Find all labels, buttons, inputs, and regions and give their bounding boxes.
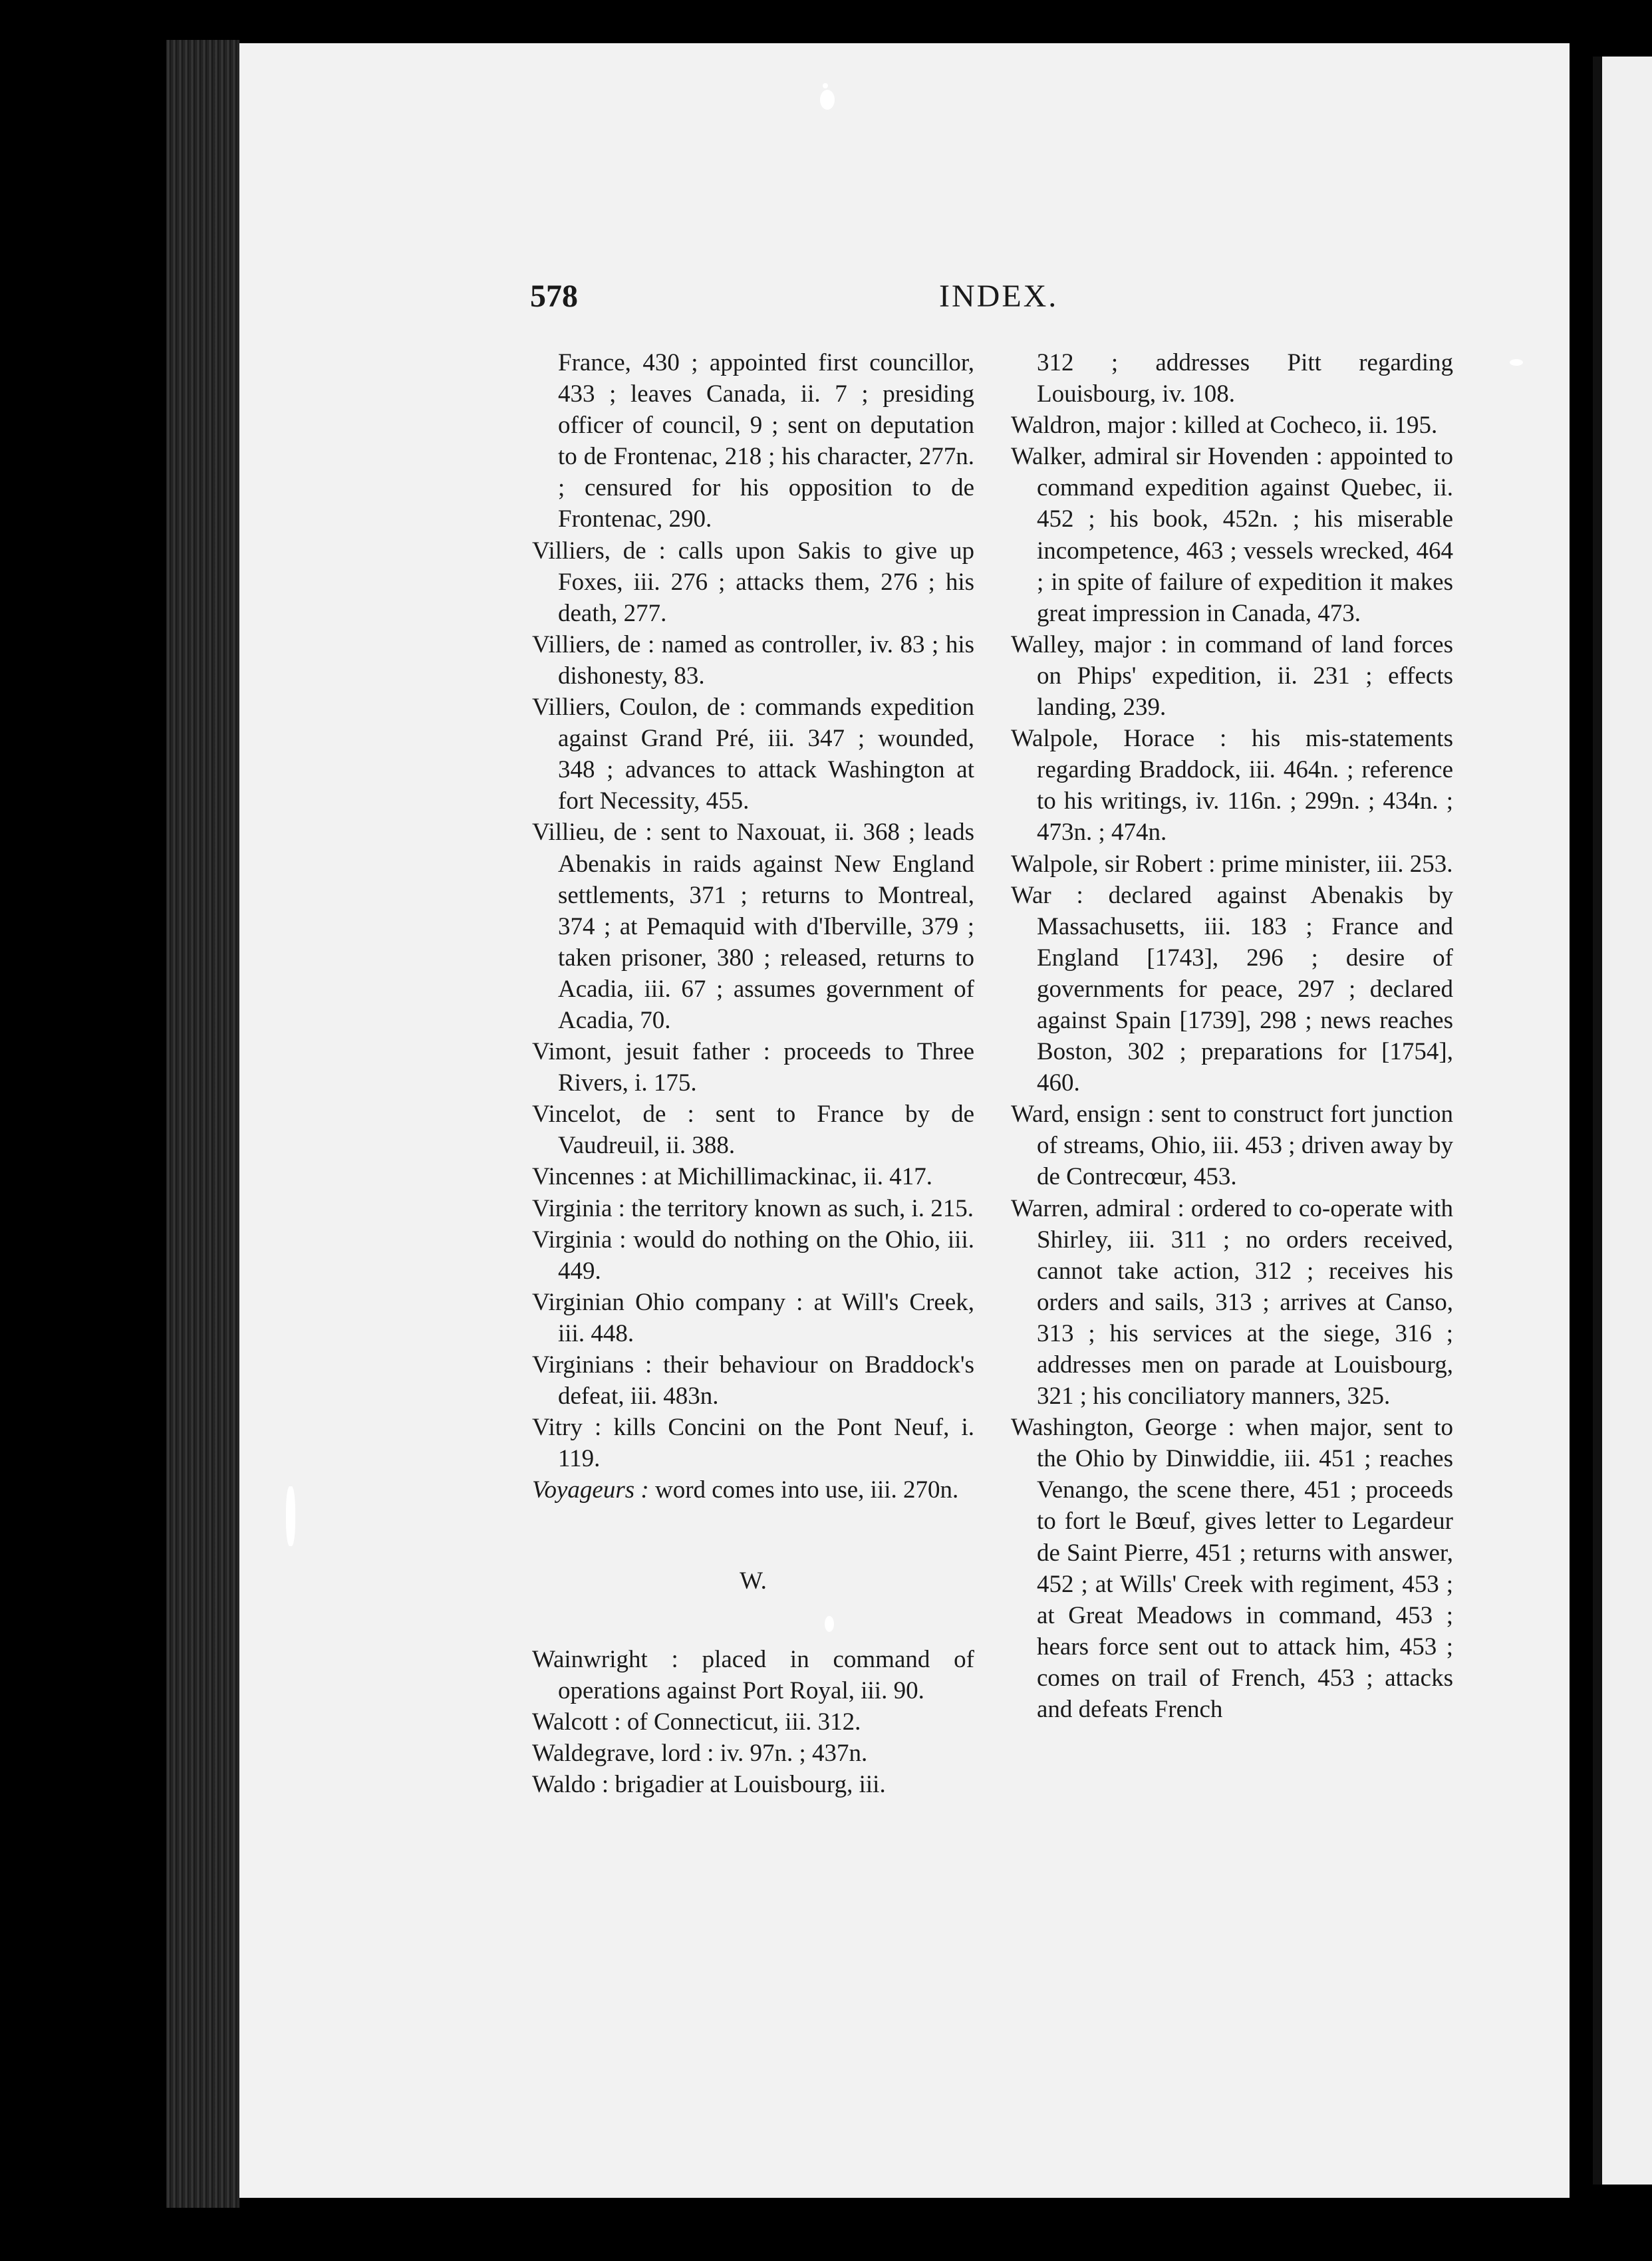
index-entry: Walker, admiral sir Hovenden : appointed to command expedition against Quebec, ii. 452 ; his book, 452n. ; his miserable incompetence, 463 ; vessels wrecked, 464 ; in spite of failure of expedition it makes great impression in Canada, 473.: [1011, 443, 1453, 627]
index-entry: Virginia : would do nothing on the Ohio, iii. 449.: [532, 1226, 974, 1285]
index-entry: Vincennes : at Michillimackinac, ii. 417.: [532, 1163, 932, 1191]
index-entry: Virginians : their behaviour on Braddock's defeat, iii. 483n.: [532, 1351, 974, 1410]
index-entry: Vimont, jesuit father : proceeds to Three Rivers, i. 175.: [532, 1038, 974, 1097]
dust-speck: [286, 1486, 295, 1546]
index-column-right: [1011, 347, 1453, 1725]
page-title: INDEX.: [939, 279, 1059, 314]
dust-speck: [1510, 359, 1523, 366]
index-entry: Warren, admiral : ordered to co-operate with Shirley, iii. 311 ; no orders received, cannot take action, 312 ; receives his orders and sails, 313 ; arrives at Canso, 313 ; his services at the siege, 316 ; addresses men on parade at Louisbourg, 321 ; his conciliatory manners, 325.: [1011, 1194, 1453, 1410]
page-number: 578: [530, 279, 578, 314]
index-entry: Waldo : brigadier at Louisbourg, iii.: [532, 1770, 886, 1798]
index-entry: Villieu, de : sent to Naxouat, ii. 368 ; leads Abenakis in raids against New England settlements, 371 ; returns to Montreal, 374 ; at Pemaquid with d'Iberville, 379 ; taken prisoner, 380 ; released, returns to Acadia, iii. 67 ; assumes government of Acadia, 70.: [532, 819, 974, 1034]
index-entry: Vitry : kills Concini on the Pont Neuf, i. 119.: [532, 1414, 974, 1473]
index-entry: Walley, major : in command of land forces on Phips' expedition, ii. 231 ; effects landing, 239.: [1011, 630, 1453, 722]
index-entry: War : declared against Abenakis by Massachusetts, iii. 183 ; France and England [1743], 296 ; desire of governments for peace, 297 ; declared against Spain [1739], 298 ; news reaches Boston, 302 ; preparations for [1754], 460.: [1011, 881, 1453, 1097]
index-entry: Washington, George : when major, sent to the Ohio by Dinwiddie, iii. 451 ; reaches Venango, the scene there, 451 ; proceeds to fort le Bœuf, gives letter to Legardeur de Saint Pierre, 451 ; returns with answer, 452 ; at Wills' Creek with regiment, 453 ; at Great Meadows in command, 453 ; hears force sent out to attack him, 453 ; comes on trail of French, 453 ; attacks and defeats French: [1011, 1414, 1453, 1724]
index-entry: Virginia : the territory known as such, i. 215.: [532, 1194, 974, 1222]
index-entry: Walpole, sir Robert : prime minister, iii. 253.: [1011, 850, 1453, 878]
index-entry: Villiers, de : named as controller, iv. 83 ; his dishonesty, 83.: [532, 630, 974, 690]
index-entry: Virginian Ohio company : at Will's Creek, iii. 448.: [532, 1288, 974, 1347]
index-entry: Vincelot, de : sent to France by de Vaudreuil, ii. 388.: [532, 1101, 974, 1160]
index-entry: Villiers, de : calls upon Sakis to give up Foxes, iii. 276 ; attacks them, 276 ; his death, 277.: [532, 537, 974, 627]
index-entry: Ward, ensign : sent to construct fort junction of streams, Ohio, iii. 453 ; driven away by de Contrecœur, 453.: [1011, 1101, 1453, 1191]
index-headword: Voyageurs :: [532, 1476, 649, 1504]
index-entry: Walcott : of Connecticut, iii. 312.: [532, 1708, 861, 1736]
book-fore-edge: [166, 40, 239, 2208]
index-entry: Waldron, major : killed at Cocheco, ii. 195.: [1011, 412, 1438, 440]
section-letter: W.: [740, 1567, 767, 1595]
dust-speck: [823, 83, 828, 88]
index-entry: Villiers, Coulon, de : commands expedition against Grand Pré, iii. 347 ; wounded, 348 ; advances to attack Washington at fort Necessity, 455.: [532, 694, 974, 815]
index-entry-text: word comes into use, iii. 270n.: [648, 1476, 959, 1504]
dust-speck: [820, 90, 835, 110]
index-entry: Wainwright : placed in command of operations against Port Royal, iii. 90.: [532, 1645, 974, 1704]
adjacent-page-edge: [1593, 57, 1652, 2185]
index-entry-continuation: France, 430 ; appointed first councillor, 433 ; leaves Canada, ii. 7 ; presiding officer of council, 9 ; sent on deputation to de Frontenac, 218 ; his character, 277n. ; censured for his opposition to de Frontenac, 290.: [558, 349, 974, 533]
index-entry: Walpole, Horace : his mis-statements regarding Braddock, iii. 464n. ; reference to his writings, iv. 116n. ; 299n. ; 434n. ; 473n. ; 474n.: [1011, 725, 1453, 847]
index-entry-voyageurs: [532, 1474, 974, 1506]
index-entry-continuation: 312 ; addresses Pitt regarding Louisbourg, iv. 108.: [1037, 349, 1453, 408]
index-column-left: [532, 347, 974, 1800]
index-entry: Waldegrave, lord : iv. 97n. ; 437n.: [532, 1739, 868, 1767]
